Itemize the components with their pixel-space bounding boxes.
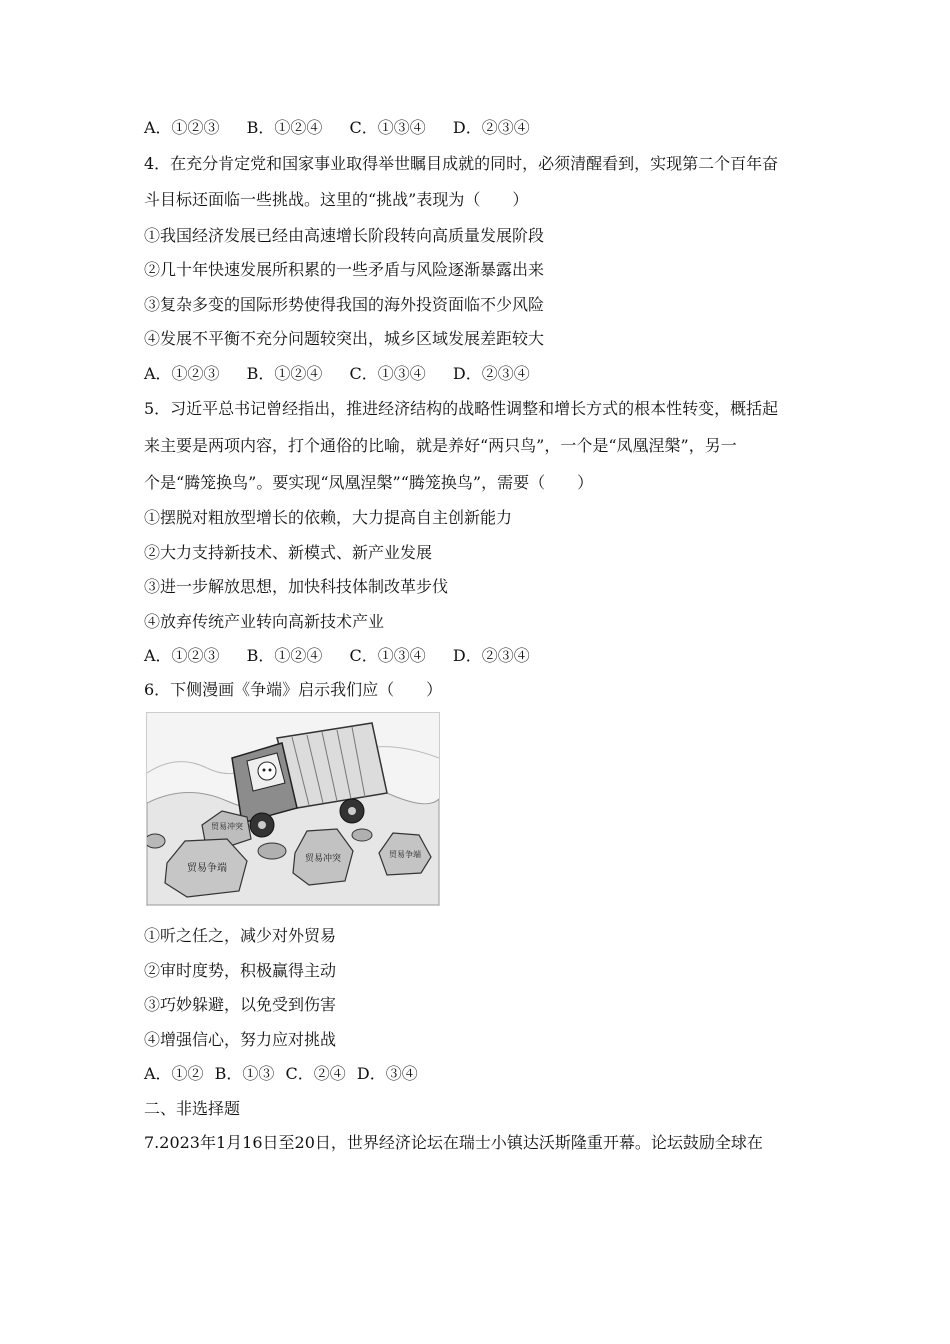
q6-item-1: ①听之任之，减少对外贸易 — [144, 926, 337, 945]
q5-stem-line1: 5．习近平总书记曾经指出，推进经济结构的战略性调整和增长方式的根本性转变，概括起 — [144, 399, 779, 418]
q5-item-2: ②大力支持新技术、新模式、新产业发展 — [144, 543, 433, 562]
q4-option-d: D．②③④ — [452, 364, 530, 383]
q6-options — [144, 1063, 424, 1085]
q5-stem-line3: 个是“腾笼换鸟”。要实现“凤凰涅槃”“腾笼换鸟”，需要（ ） — [144, 473, 594, 492]
q4-option-b: B．①②④ — [246, 364, 323, 383]
q5-option-a: A．①②③ — [144, 646, 220, 665]
q6-item-2: ②审时度势，积极赢得主动 — [144, 961, 337, 980]
q5-option-b: B．①②④ — [246, 646, 323, 665]
q6-item-4: ④增强信心，努力应对挑战 — [144, 1030, 337, 1049]
q7-line1: 7.2023年1月16日至20日，世界经济论坛在瑞士小镇达沃斯隆重开幕。论坛鼓励全球在 — [144, 1133, 763, 1152]
q5-item-1: ①摆脱对粗放型增长的依赖，大力提高自主创新能力 — [144, 508, 513, 527]
cartoon-dispute — [146, 712, 440, 906]
q5-item-4: ④放弃传统产业转向高新技术产业 — [144, 612, 385, 631]
rock-label-0: 贸易争端 — [187, 863, 227, 874]
q5-stem-line2: 来主要是两项内容，打个通俗的比喻，就是养好“两只鸟”，一个是“凤凰涅槃”，另一 — [144, 436, 737, 455]
q3-option-d: D．②③④ — [452, 118, 530, 137]
q3-option-a: A．①②③ — [144, 118, 220, 137]
q6-option-b: B．①③ — [214, 1064, 275, 1083]
q4-option-c: C．①③④ — [349, 364, 426, 383]
rock-label-3: 贸易冲突 — [304, 854, 342, 864]
q6-stem: 6．下侧漫画《争端》启示我们应（ ） — [144, 680, 443, 699]
q3-options — [144, 117, 552, 139]
q4-option-a: A．①②③ — [144, 364, 220, 383]
q4-item-2: ②几十年快速发展所积累的一些矛盾与风险逐渐暴露出来 — [144, 260, 545, 279]
q4-stem-line2: 斗目标还面临一些挑战。这里的“挑战”表现为（ ） — [144, 190, 529, 209]
q3-option-c: C．①③④ — [349, 118, 426, 137]
q6-option-d: D．③④ — [356, 1064, 418, 1083]
q5-option-c: C．①③④ — [349, 646, 426, 665]
rock-label-1: 贸易冲突 — [211, 822, 243, 831]
q5-options — [144, 645, 552, 667]
q4-options — [144, 363, 552, 385]
q6-option-a: A．①② — [144, 1064, 204, 1083]
rock-label-2: 贸易争端 — [389, 850, 421, 859]
q3-option-b: B．①②④ — [246, 118, 323, 137]
q6-item-3: ③巧妙躲避，以免受到伤害 — [144, 995, 337, 1014]
q4-item-1: ①我国经济发展已经由高速增长阶段转向高质量发展阶段 — [144, 226, 545, 245]
q5-option-d: D．②③④ — [452, 646, 530, 665]
q5-item-3: ③进一步解放思想，加快科技体制改革步伐 — [144, 577, 449, 596]
q4-item-4: ④发展不平衡不充分问题较突出，城乡区域发展差距较大 — [144, 329, 545, 348]
q4-item-3: ③复杂多变的国际形势使得我国的海外投资面临不少风险 — [144, 295, 545, 314]
q4-stem-line1: 4．在充分肯定党和国家事业取得举世瞩目成就的同时，必须清醒看到，实现第二个百年奋 — [144, 154, 779, 173]
section-title: 二、非选择题 — [144, 1099, 241, 1118]
q6-option-c: C．②④ — [285, 1064, 346, 1083]
